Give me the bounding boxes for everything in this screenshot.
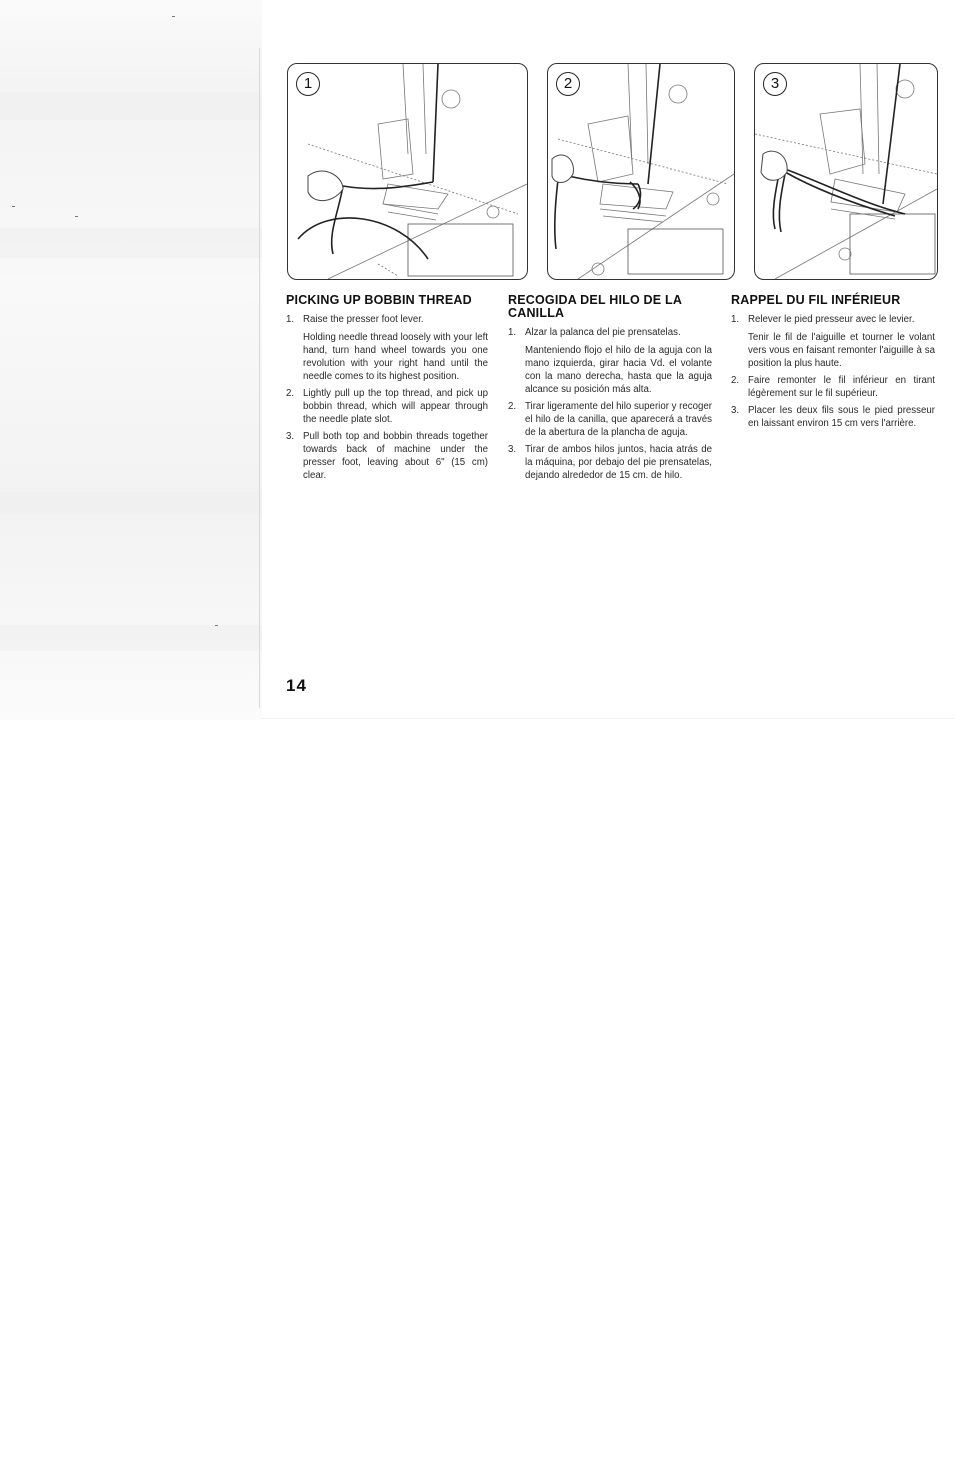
scan-band <box>0 92 262 120</box>
section-heading: RECOGIDA DEL HILO DE LA CANILLA <box>508 293 682 320</box>
step-number: 3. <box>508 444 517 455</box>
step-item <box>731 313 935 370</box>
step-number: 1. <box>508 327 517 338</box>
figure-3-illustration <box>755 64 937 279</box>
step-text: Alzar la palanca del pie prensatelas. <box>525 327 681 338</box>
section-heading: PICKING UP BOBBIN THREAD <box>286 293 472 307</box>
step-text: Placer les deux fils sous le pied presseur en laissant environ 15 cm vers l'arrière. <box>748 405 935 429</box>
step-text: Relever le pied presseur avec le levier. <box>748 314 915 325</box>
figure-3 <box>754 63 938 280</box>
step-number: 1. <box>286 314 295 325</box>
scan-band <box>0 492 262 514</box>
figure-1-illustration <box>288 64 527 279</box>
step-number: 2. <box>508 401 517 412</box>
step-item <box>286 387 488 426</box>
step-item <box>731 374 935 400</box>
step-text: Raise the presser foot lever. <box>303 314 424 325</box>
page-bottom-edge <box>262 718 954 719</box>
figure-number: 3 <box>763 72 787 96</box>
step-list <box>286 313 488 482</box>
step-item <box>731 404 935 430</box>
step-item <box>508 326 712 396</box>
step-text: Tirar ligeramente del hilo superior y recoger el hilo de la canilla, que aparecerá a través de la abertura de la plancha de aguja. <box>525 401 713 438</box>
step-text: Lightly pull up the top thread, and pick up bobbin thread, which will appear through the needle plate slot. <box>303 388 488 425</box>
scan-margin <box>0 0 262 720</box>
scan-speck <box>215 625 218 626</box>
step-item <box>286 430 488 482</box>
step-list <box>731 313 935 430</box>
scan-speck <box>75 216 78 217</box>
step-item <box>286 313 488 383</box>
figure-number: 1 <box>296 72 320 96</box>
english-column <box>286 294 488 486</box>
step-list <box>508 326 712 482</box>
figure-number: 2 <box>556 72 580 96</box>
page-number: 14 <box>286 676 307 695</box>
step-number: 3. <box>286 431 295 442</box>
step-text: Tenir le fil de l'aiguille et tourner le volant vers vous en faisant remonter l'aiguille à sa position la plus haute. <box>748 332 935 369</box>
step-item <box>508 400 712 439</box>
step-text: Tirar de ambos hilos juntos, hacia atrás de la máquina, por debajo del pie prensatelas, dejando alrededor de 15 cm. de hilo. <box>525 444 712 481</box>
scan-speck <box>172 16 175 17</box>
figure-1 <box>287 63 528 280</box>
figure-2-illustration <box>548 64 734 279</box>
french-column <box>731 294 935 434</box>
figure-2 <box>547 63 735 280</box>
scan-speck <box>12 206 15 207</box>
step-text: Holding needle thread loosely with your left hand, turn hand wheel towards you one revolution with your right hand until the needle comes to its highest position. <box>303 332 488 382</box>
step-item <box>508 443 712 482</box>
step-number: 1. <box>731 314 740 325</box>
spanish-column <box>508 294 712 486</box>
scan-band <box>0 228 262 258</box>
scan-band <box>0 625 262 651</box>
step-text: Manteniendo flojo el hilo de la aguja con la mano izquierda, girar hacia Vd. el volante con la mano derecha, hasta que la aguja alcance su posición más alta. <box>525 345 712 395</box>
step-text: Faire remonter le fil inférieur en tirant légèrement sur le fil supérieur. <box>748 375 935 399</box>
step-text: Pull both top and bobbin threads together towards back of machine under the presser foot, leaving about 6" (15 cm) clear. <box>303 431 488 481</box>
step-number: 2. <box>286 388 295 399</box>
section-heading: RAPPEL DU FIL INFÉRIEUR <box>731 293 901 307</box>
step-number: 3. <box>731 405 740 416</box>
page-gutter <box>259 48 260 708</box>
step-number: 2. <box>731 375 740 386</box>
